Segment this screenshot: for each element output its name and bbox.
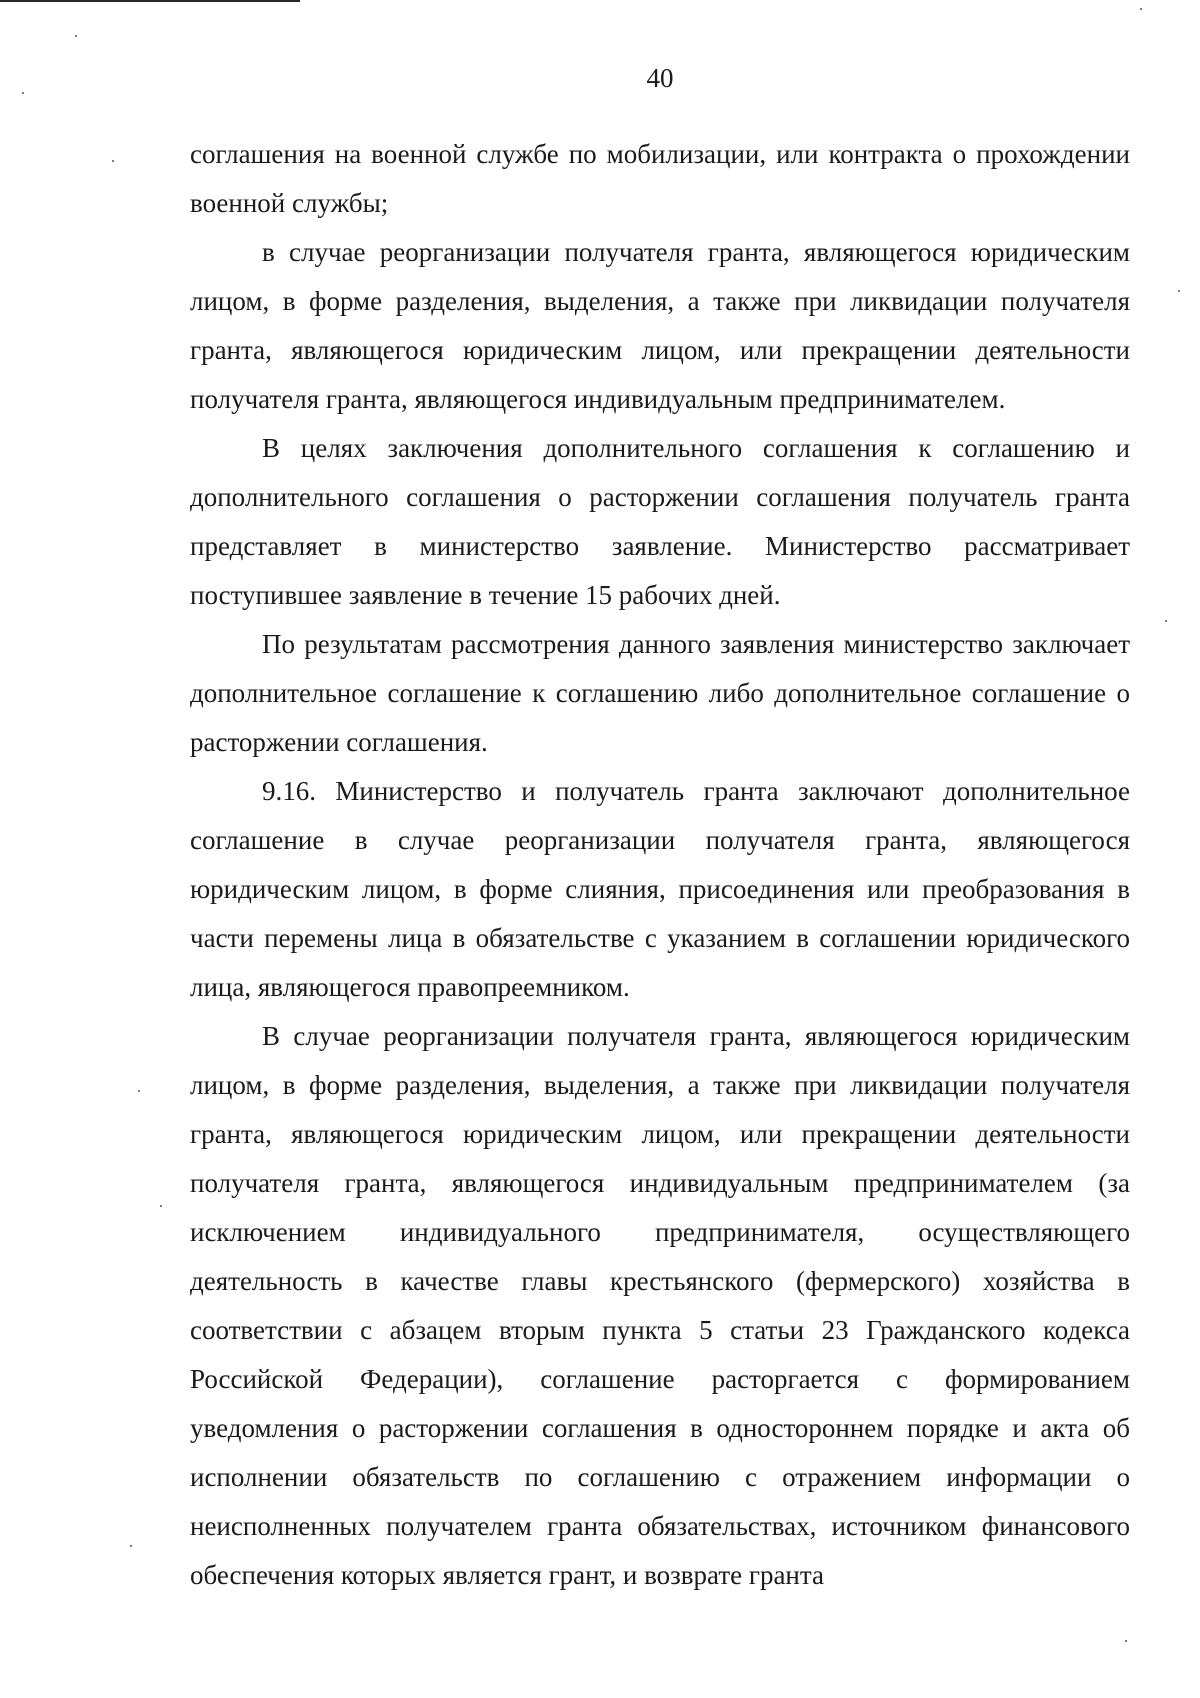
scan-speck [1165, 620, 1167, 622]
page-number: 40 [646, 63, 674, 93]
scan-speck [75, 35, 77, 37]
document-body [190, 130, 1130, 1600]
top-rule [0, 0, 300, 2]
scan-speck [130, 1545, 132, 1547]
paragraph-2: в случае реорганизации получателя гранта, являющегося юридическим лицом, в форме разделения, выделения, а также при ликвидации получателя гранта, являющегося юридическим лицом, или прекращении деятельности получателя гранта, являющегося индивидуальным предпринимателем. [190, 237, 1130, 414]
scan-speck [138, 1090, 140, 1092]
paragraph-3: В целях заключения дополнительного соглашения к соглашению и дополнительного соглашения о расторжении соглашения получатель гранта представляет в министерство заявление. Министерство рассматривает поступившее заявление в течение 15 рабочих дней. [190, 433, 1130, 610]
paragraph-4: По результатам рассмотрения данного заявления министерство заключает дополнительное соглашение к соглашению либо дополнительное соглашение о расторжении соглашения. [190, 629, 1130, 757]
scan-speck [22, 92, 24, 94]
scan-speck [1125, 1640, 1127, 1642]
scan-speck [1140, 8, 1142, 10]
paragraph-1: соглашения на военной службе по мобилизации, или контракта о прохождении военной службы; [190, 139, 1130, 218]
scan-speck [1178, 290, 1180, 292]
scan-speck [160, 1205, 162, 1207]
scan-speck [112, 160, 114, 162]
paragraph-6: В случае реорганизации получателя гранта, являющегося юридическим лицом, в форме разделения, выделения, а также при ликвидации получателя гранта, являющегося юридическим лицом, или прекращении деятельности получателя гранта, являющегося индивидуальным предпринимателем (за исключением индивидуального предпринимателя, осуществляющего деятельность в качестве главы крестьянского (фермерского) хозяйства в соответствии с абзацем вторым пункта 5 статьи 23 Гражданского кодекса Российской Федерации), соглашение расторгается с формированием уведомления о расторжении соглашения в одностороннем порядке и акта об исполнении обязательств по соглашению с отражением информации о неисполненных получателем гранта обязательствах, источником финансового обеспечения которых является грант, и возврате гранта [190, 1021, 1130, 1590]
paragraph-5: 9.16. Министерство и получатель гранта заключают дополнительное соглашение в случае реорганизации получателя гранта, являющегося юридическим лицом, в форме слияния, присоединения или преобразования в части перемены лица в обязательстве с указанием в соглашении юридического лица, являющегося правопреемником. [190, 776, 1130, 1002]
